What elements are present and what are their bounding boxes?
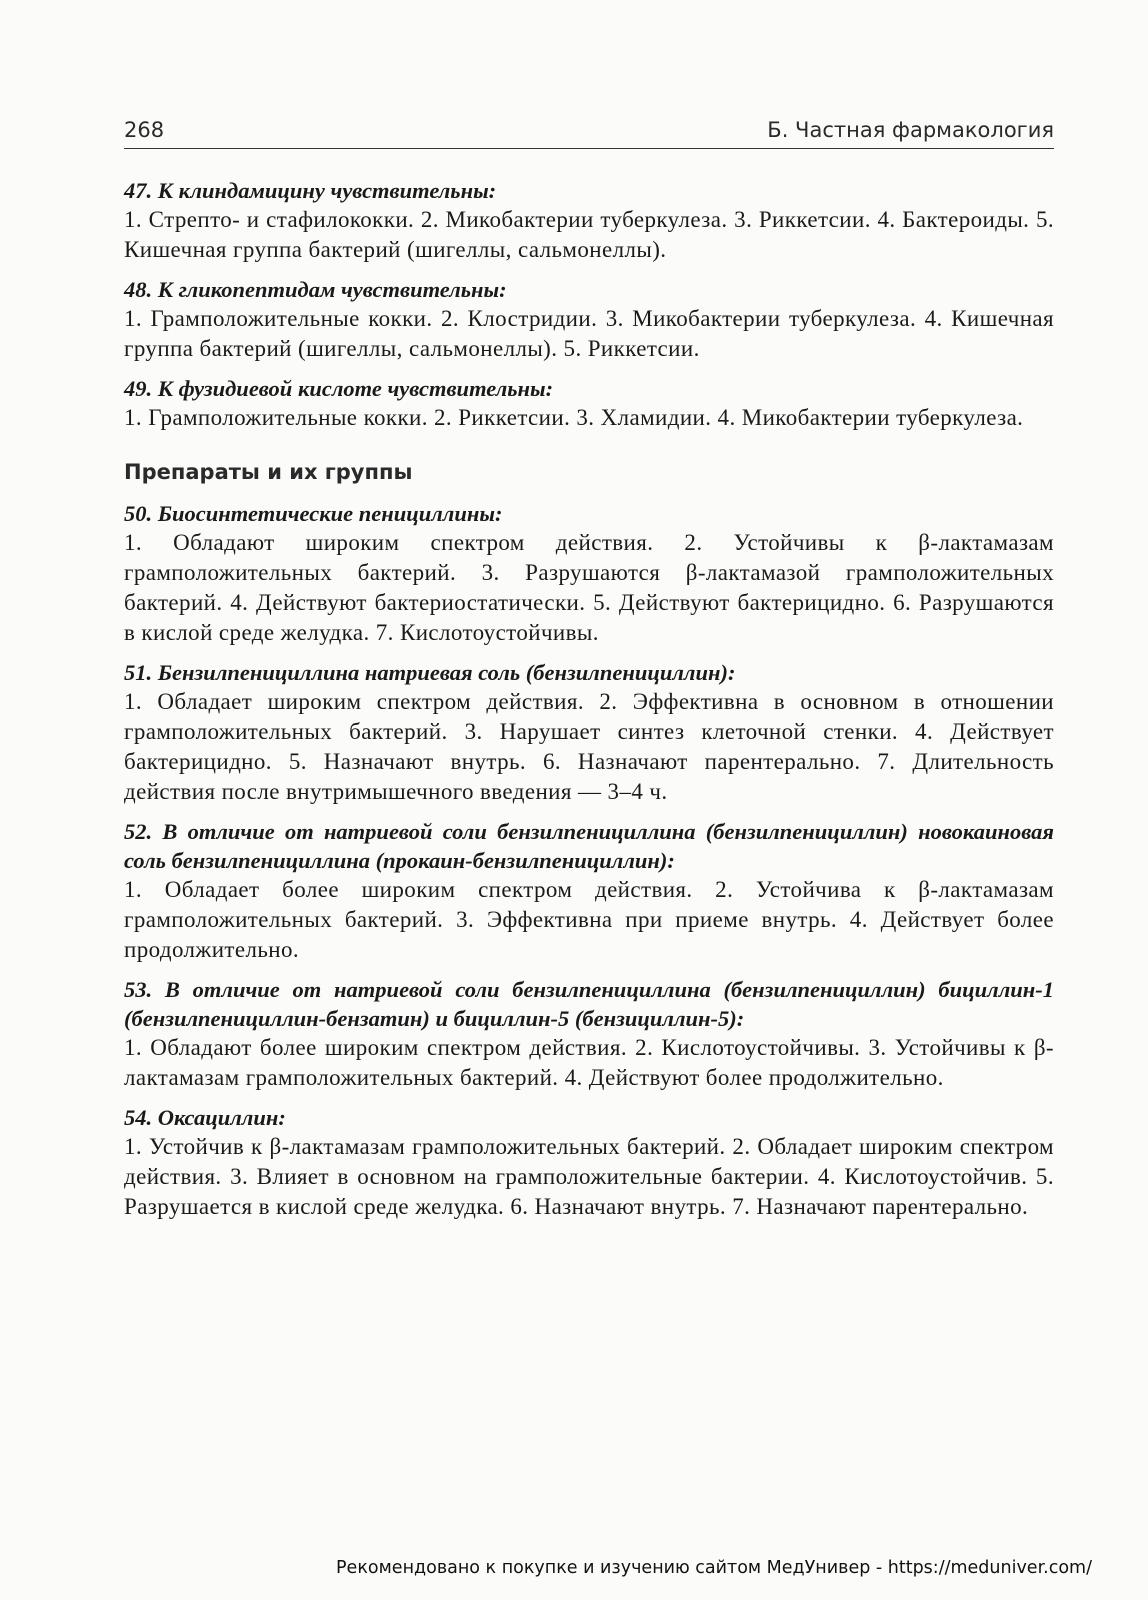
question-title: 49. К фузидиевой кислоте чувствительны: [124, 376, 554, 401]
question-answers: 1. Обладают широким спектром действия. 2. Устойчивы к β-лактамазам грамположительных бактерий. 3. Разрушаются β-лактамазой грамположительных бактерий. 4. Действуют бактериостатически. 5. Действуют бактерицидно. 6. Разрушаются в кислой среде желудка. 7. Кислотоустойчивы. [124, 530, 1054, 645]
question-answers: 1. Обладают более широким спектром действия. 2. Кислотоустойчивы. 3. Устойчивы к β-лактамазам грамположительных бактерий. 4. Действуют более продолжительно. [124, 1035, 1054, 1090]
question-answers: 1. Устойчив к β-лактамазам грамположительных бактерий. 2. Обладает широким спектром действия. 3. Влияет в основном на грамположительные бактерии. 4. Кислотоустойчив. 5. Разрушается в кислой среде желудка. 6. Назначают внутрь. 7. Назначают парентерально. [124, 1134, 1054, 1219]
page-header [124, 112, 1054, 149]
question-54 [124, 1103, 1054, 1222]
question-answers: 1. Грамположительные кокки. 2. Клостридии. 3. Микобактерии туберкулеза. 4. Кишечная группа бактерий (шигеллы, сальмонеллы). 5. Риккетсии. [124, 306, 1054, 361]
footer-watermark: Рекомендовано к покупке и изучению сайтом МедУнивер - https://meduniver.com/ [336, 1558, 1092, 1578]
question-title: 51. Бензилпенициллина натриевая соль (бензилпенициллин): [124, 660, 736, 685]
question-51 [124, 658, 1054, 807]
question-52 [124, 817, 1054, 965]
question-49 [124, 374, 1054, 433]
question-title: 50. Биосинтетические пенициллины: [124, 501, 503, 526]
question-title: 54. Оксациллин: [124, 1105, 286, 1130]
question-title: 47. К клиндамицину чувствительны: [124, 178, 497, 203]
question-50 [124, 499, 1054, 648]
question-answers: 1. Обладает широким спектром действия. 2. Эффективна в основном в отношении грамположительных бактерий. 3. Нарушает синтез клеточной стенки. 4. Действует бактерицидно. 5. Назначают внутрь. 6. Назначают парентерально. 7. Длительность действия после внутримышечного введения — 3–4 ч. [124, 689, 1054, 804]
question-answers: 1. Обладает более широким спектром действия. 2. Устойчива к β-лактамазам грамположительных бактерий. 3. Эффективна при приеме внутрь. 4. Действует более продолжительно. [124, 877, 1054, 962]
question-title: 53. В отличие от натриевой соли бензилпенициллина (бензилпенициллин) бициллин-1 (бензилпенициллин-бензатин) и бициллин-5 (бензициллин-5): [124, 977, 1054, 1031]
question-title: 52. В отличие от натриевой соли бензилпенициллина (бензилпенициллин) новокаиновая соль бензилпенициллина (прокаин-бензилпенициллин): [124, 819, 1054, 873]
question-47 [124, 176, 1054, 265]
question-title: 48. К гликопептидам чувствительны: [124, 277, 507, 302]
section-heading: Препараты и их группы [124, 460, 413, 484]
question-answers: 1. Грамположительные кокки. 2. Риккетсии. 3. Хламидии. 4. Микобактерии туберкулеза. [124, 405, 1024, 430]
question-answers: 1. Стрепто- и стафилококки. 2. Микобактерии туберкулеза. 3. Риккетсии. 4. Бактероиды. 5. Кишечная группа бактерий (шигеллы, сальмонеллы). [124, 207, 1054, 262]
page-number: 268 [124, 118, 165, 142]
question-53 [124, 975, 1054, 1093]
question-48 [124, 275, 1054, 364]
running-title: Б. Частная фармакология [767, 118, 1054, 142]
page-content [124, 176, 1054, 1232]
